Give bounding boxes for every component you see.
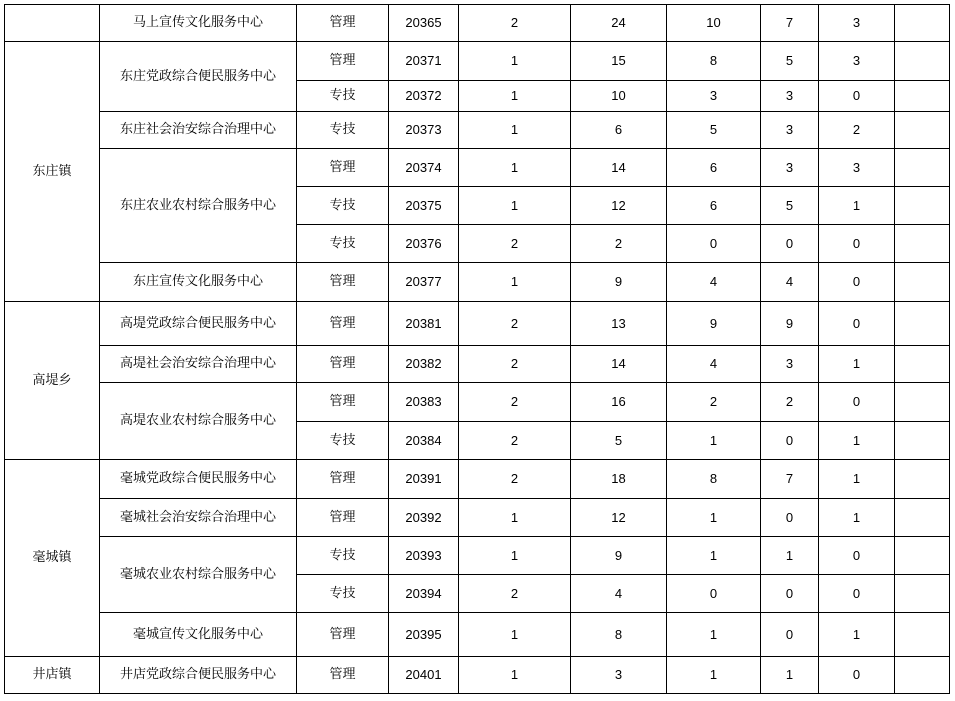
- count-cell-c: 0: [819, 383, 895, 422]
- count-cell-b: 5: [761, 42, 819, 81]
- position-code-cell: 20376: [389, 225, 459, 263]
- category-cell: 管理: [297, 499, 389, 537]
- quota-cell: 1: [459, 187, 571, 225]
- quota-cell: 2: [459, 460, 571, 499]
- count-cell-c: 3: [819, 5, 895, 42]
- count-cell-b: 3: [761, 81, 819, 112]
- count-cell-b: 9: [761, 302, 819, 346]
- category-cell: 专技: [297, 422, 389, 460]
- table-row: [5, 657, 950, 694]
- table-row: [5, 302, 950, 346]
- quota-cell: 1: [459, 81, 571, 112]
- table-row: [5, 112, 950, 149]
- count-cell-a: 6: [667, 187, 761, 225]
- count-cell-b: 5: [761, 187, 819, 225]
- town-cell: 高堤乡: [5, 302, 100, 460]
- count-cell-a: 1: [667, 537, 761, 575]
- count-cell-c: 3: [819, 149, 895, 187]
- unit-name-cell: 高堤社会治安综合治理中心: [100, 346, 297, 383]
- count-cell-b: 0: [761, 225, 819, 263]
- category-cell: 管理: [297, 460, 389, 499]
- quota-cell: 2: [459, 302, 571, 346]
- remarks-cell: [895, 5, 950, 42]
- category-cell: 管理: [297, 657, 389, 694]
- unit-name-cell: 东庄社会治安综合治理中心: [100, 112, 297, 149]
- position-code-cell: 20377: [389, 263, 459, 302]
- position-code-cell: 20374: [389, 149, 459, 187]
- count-cell-c: 1: [819, 499, 895, 537]
- quota-cell: 1: [459, 613, 571, 657]
- count-cell-a: 1: [667, 657, 761, 694]
- remarks-cell: [895, 81, 950, 112]
- count-cell-c: 0: [819, 657, 895, 694]
- position-code-cell: 20383: [389, 383, 459, 422]
- count-cell-c: 0: [819, 537, 895, 575]
- remarks-cell: [895, 42, 950, 81]
- category-cell: 管理: [297, 42, 389, 81]
- count-cell-c: 0: [819, 575, 895, 613]
- category-cell: 管理: [297, 5, 389, 42]
- quota-cell: 2: [459, 575, 571, 613]
- table-row: [5, 460, 950, 499]
- town-cell: 东庄镇: [5, 42, 100, 302]
- quota-cell: 2: [459, 5, 571, 42]
- category-cell: 管理: [297, 302, 389, 346]
- applicants-cell: 12: [571, 187, 667, 225]
- table-row: [5, 42, 950, 81]
- applicants-cell: 6: [571, 112, 667, 149]
- count-cell-b: 0: [761, 575, 819, 613]
- count-cell-a: 0: [667, 575, 761, 613]
- position-code-cell: 20401: [389, 657, 459, 694]
- count-cell-c: 1: [819, 613, 895, 657]
- quota-cell: 1: [459, 537, 571, 575]
- count-cell-b: 1: [761, 537, 819, 575]
- applicants-cell: 12: [571, 499, 667, 537]
- count-cell-b: 1: [761, 657, 819, 694]
- count-cell-b: 3: [761, 346, 819, 383]
- remarks-cell: [895, 346, 950, 383]
- remarks-cell: [895, 657, 950, 694]
- applicants-cell: 10: [571, 81, 667, 112]
- count-cell-a: 1: [667, 613, 761, 657]
- applicants-cell: 9: [571, 537, 667, 575]
- quota-cell: 1: [459, 112, 571, 149]
- table-row: [5, 613, 950, 657]
- count-cell-a: 5: [667, 112, 761, 149]
- applicants-cell: 14: [571, 346, 667, 383]
- count-cell-b: 3: [761, 149, 819, 187]
- remarks-cell: [895, 112, 950, 149]
- table-row: [5, 537, 950, 575]
- town-cell: 毫城镇: [5, 460, 100, 657]
- count-cell-b: 3: [761, 112, 819, 149]
- count-cell-c: 0: [819, 225, 895, 263]
- count-cell-a: 9: [667, 302, 761, 346]
- table-row: [5, 5, 950, 42]
- category-cell: 管理: [297, 346, 389, 383]
- category-cell: 专技: [297, 187, 389, 225]
- remarks-cell: [895, 225, 950, 263]
- unit-name-cell: 毫城社会治安综合治理中心: [100, 499, 297, 537]
- count-cell-c: 1: [819, 187, 895, 225]
- count-cell-a: 1: [667, 422, 761, 460]
- town-cell: [5, 5, 100, 42]
- count-cell-a: 8: [667, 460, 761, 499]
- position-code-cell: 20375: [389, 187, 459, 225]
- count-cell-b: 0: [761, 422, 819, 460]
- table-body: [5, 5, 950, 694]
- remarks-cell: [895, 613, 950, 657]
- unit-name-cell: 高堤农业农村综合服务中心: [100, 383, 297, 460]
- count-cell-a: 6: [667, 149, 761, 187]
- count-cell-a: 3: [667, 81, 761, 112]
- position-code-cell: 20381: [389, 302, 459, 346]
- count-cell-b: 7: [761, 460, 819, 499]
- table-row: [5, 149, 950, 187]
- count-cell-b: 7: [761, 5, 819, 42]
- count-cell-c: 3: [819, 42, 895, 81]
- category-cell: 管理: [297, 383, 389, 422]
- count-cell-c: 0: [819, 263, 895, 302]
- table-row: [5, 346, 950, 383]
- category-cell: 管理: [297, 149, 389, 187]
- category-cell: 管理: [297, 263, 389, 302]
- table-row: [5, 383, 950, 422]
- position-code-cell: 20392: [389, 499, 459, 537]
- category-cell: 专技: [297, 575, 389, 613]
- unit-name-cell: 东庄农业农村综合服务中心: [100, 149, 297, 263]
- table-row: [5, 263, 950, 302]
- count-cell-c: 0: [819, 81, 895, 112]
- quota-cell: 1: [459, 263, 571, 302]
- applicants-cell: 8: [571, 613, 667, 657]
- quota-cell: 1: [459, 149, 571, 187]
- quota-cell: 2: [459, 225, 571, 263]
- count-cell-b: 4: [761, 263, 819, 302]
- count-cell-b: 2: [761, 383, 819, 422]
- quota-cell: 2: [459, 422, 571, 460]
- unit-name-cell: 井店党政综合便民服务中心: [100, 657, 297, 694]
- position-code-cell: 20384: [389, 422, 459, 460]
- count-cell-c: 0: [819, 302, 895, 346]
- count-cell-a: 1: [667, 499, 761, 537]
- remarks-cell: [895, 422, 950, 460]
- quota-cell: 1: [459, 42, 571, 81]
- quota-cell: 2: [459, 383, 571, 422]
- position-code-cell: 20395: [389, 613, 459, 657]
- applicants-cell: 3: [571, 657, 667, 694]
- unit-name-cell: 高堤党政综合便民服务中心: [100, 302, 297, 346]
- count-cell-a: 4: [667, 263, 761, 302]
- unit-name-cell: 毫城宣传文化服务中心: [100, 613, 297, 657]
- table-row: [5, 499, 950, 537]
- applicants-cell: 15: [571, 42, 667, 81]
- unit-name-cell: 毫城农业农村综合服务中心: [100, 537, 297, 613]
- applicants-cell: 13: [571, 302, 667, 346]
- unit-name-cell: 马上宣传文化服务中心: [100, 5, 297, 42]
- count-cell-a: 2: [667, 383, 761, 422]
- applicants-cell: 2: [571, 225, 667, 263]
- category-cell: 专技: [297, 112, 389, 149]
- position-code-cell: 20394: [389, 575, 459, 613]
- count-cell-c: 1: [819, 346, 895, 383]
- category-cell: 专技: [297, 225, 389, 263]
- unit-name-cell: 毫城党政综合便民服务中心: [100, 460, 297, 499]
- position-code-cell: 20382: [389, 346, 459, 383]
- quota-cell: 1: [459, 657, 571, 694]
- applicants-cell: 24: [571, 5, 667, 42]
- position-code-cell: 20393: [389, 537, 459, 575]
- remarks-cell: [895, 460, 950, 499]
- count-cell-c: 1: [819, 422, 895, 460]
- position-code-cell: 20365: [389, 5, 459, 42]
- quota-cell: 1: [459, 499, 571, 537]
- quota-cell: 2: [459, 346, 571, 383]
- category-cell: 专技: [297, 537, 389, 575]
- remarks-cell: [895, 149, 950, 187]
- remarks-cell: [895, 575, 950, 613]
- remarks-cell: [895, 187, 950, 225]
- category-cell: 管理: [297, 613, 389, 657]
- positions-table: [4, 4, 950, 694]
- count-cell-a: 4: [667, 346, 761, 383]
- applicants-cell: 4: [571, 575, 667, 613]
- count-cell-b: 0: [761, 499, 819, 537]
- applicants-cell: 18: [571, 460, 667, 499]
- unit-name-cell: 东庄宣传文化服务中心: [100, 263, 297, 302]
- remarks-cell: [895, 383, 950, 422]
- applicants-cell: 14: [571, 149, 667, 187]
- remarks-cell: [895, 302, 950, 346]
- position-code-cell: 20371: [389, 42, 459, 81]
- remarks-cell: [895, 499, 950, 537]
- unit-name-cell: 东庄党政综合便民服务中心: [100, 42, 297, 112]
- category-cell: 专技: [297, 81, 389, 112]
- applicants-cell: 9: [571, 263, 667, 302]
- count-cell-a: 8: [667, 42, 761, 81]
- position-code-cell: 20372: [389, 81, 459, 112]
- count-cell-a: 0: [667, 225, 761, 263]
- position-code-cell: 20373: [389, 112, 459, 149]
- position-code-cell: 20391: [389, 460, 459, 499]
- remarks-cell: [895, 263, 950, 302]
- count-cell-b: 0: [761, 613, 819, 657]
- town-cell: 井店镇: [5, 657, 100, 694]
- count-cell-c: 1: [819, 460, 895, 499]
- applicants-cell: 5: [571, 422, 667, 460]
- remarks-cell: [895, 537, 950, 575]
- applicants-cell: 16: [571, 383, 667, 422]
- count-cell-a: 10: [667, 5, 761, 42]
- count-cell-c: 2: [819, 112, 895, 149]
